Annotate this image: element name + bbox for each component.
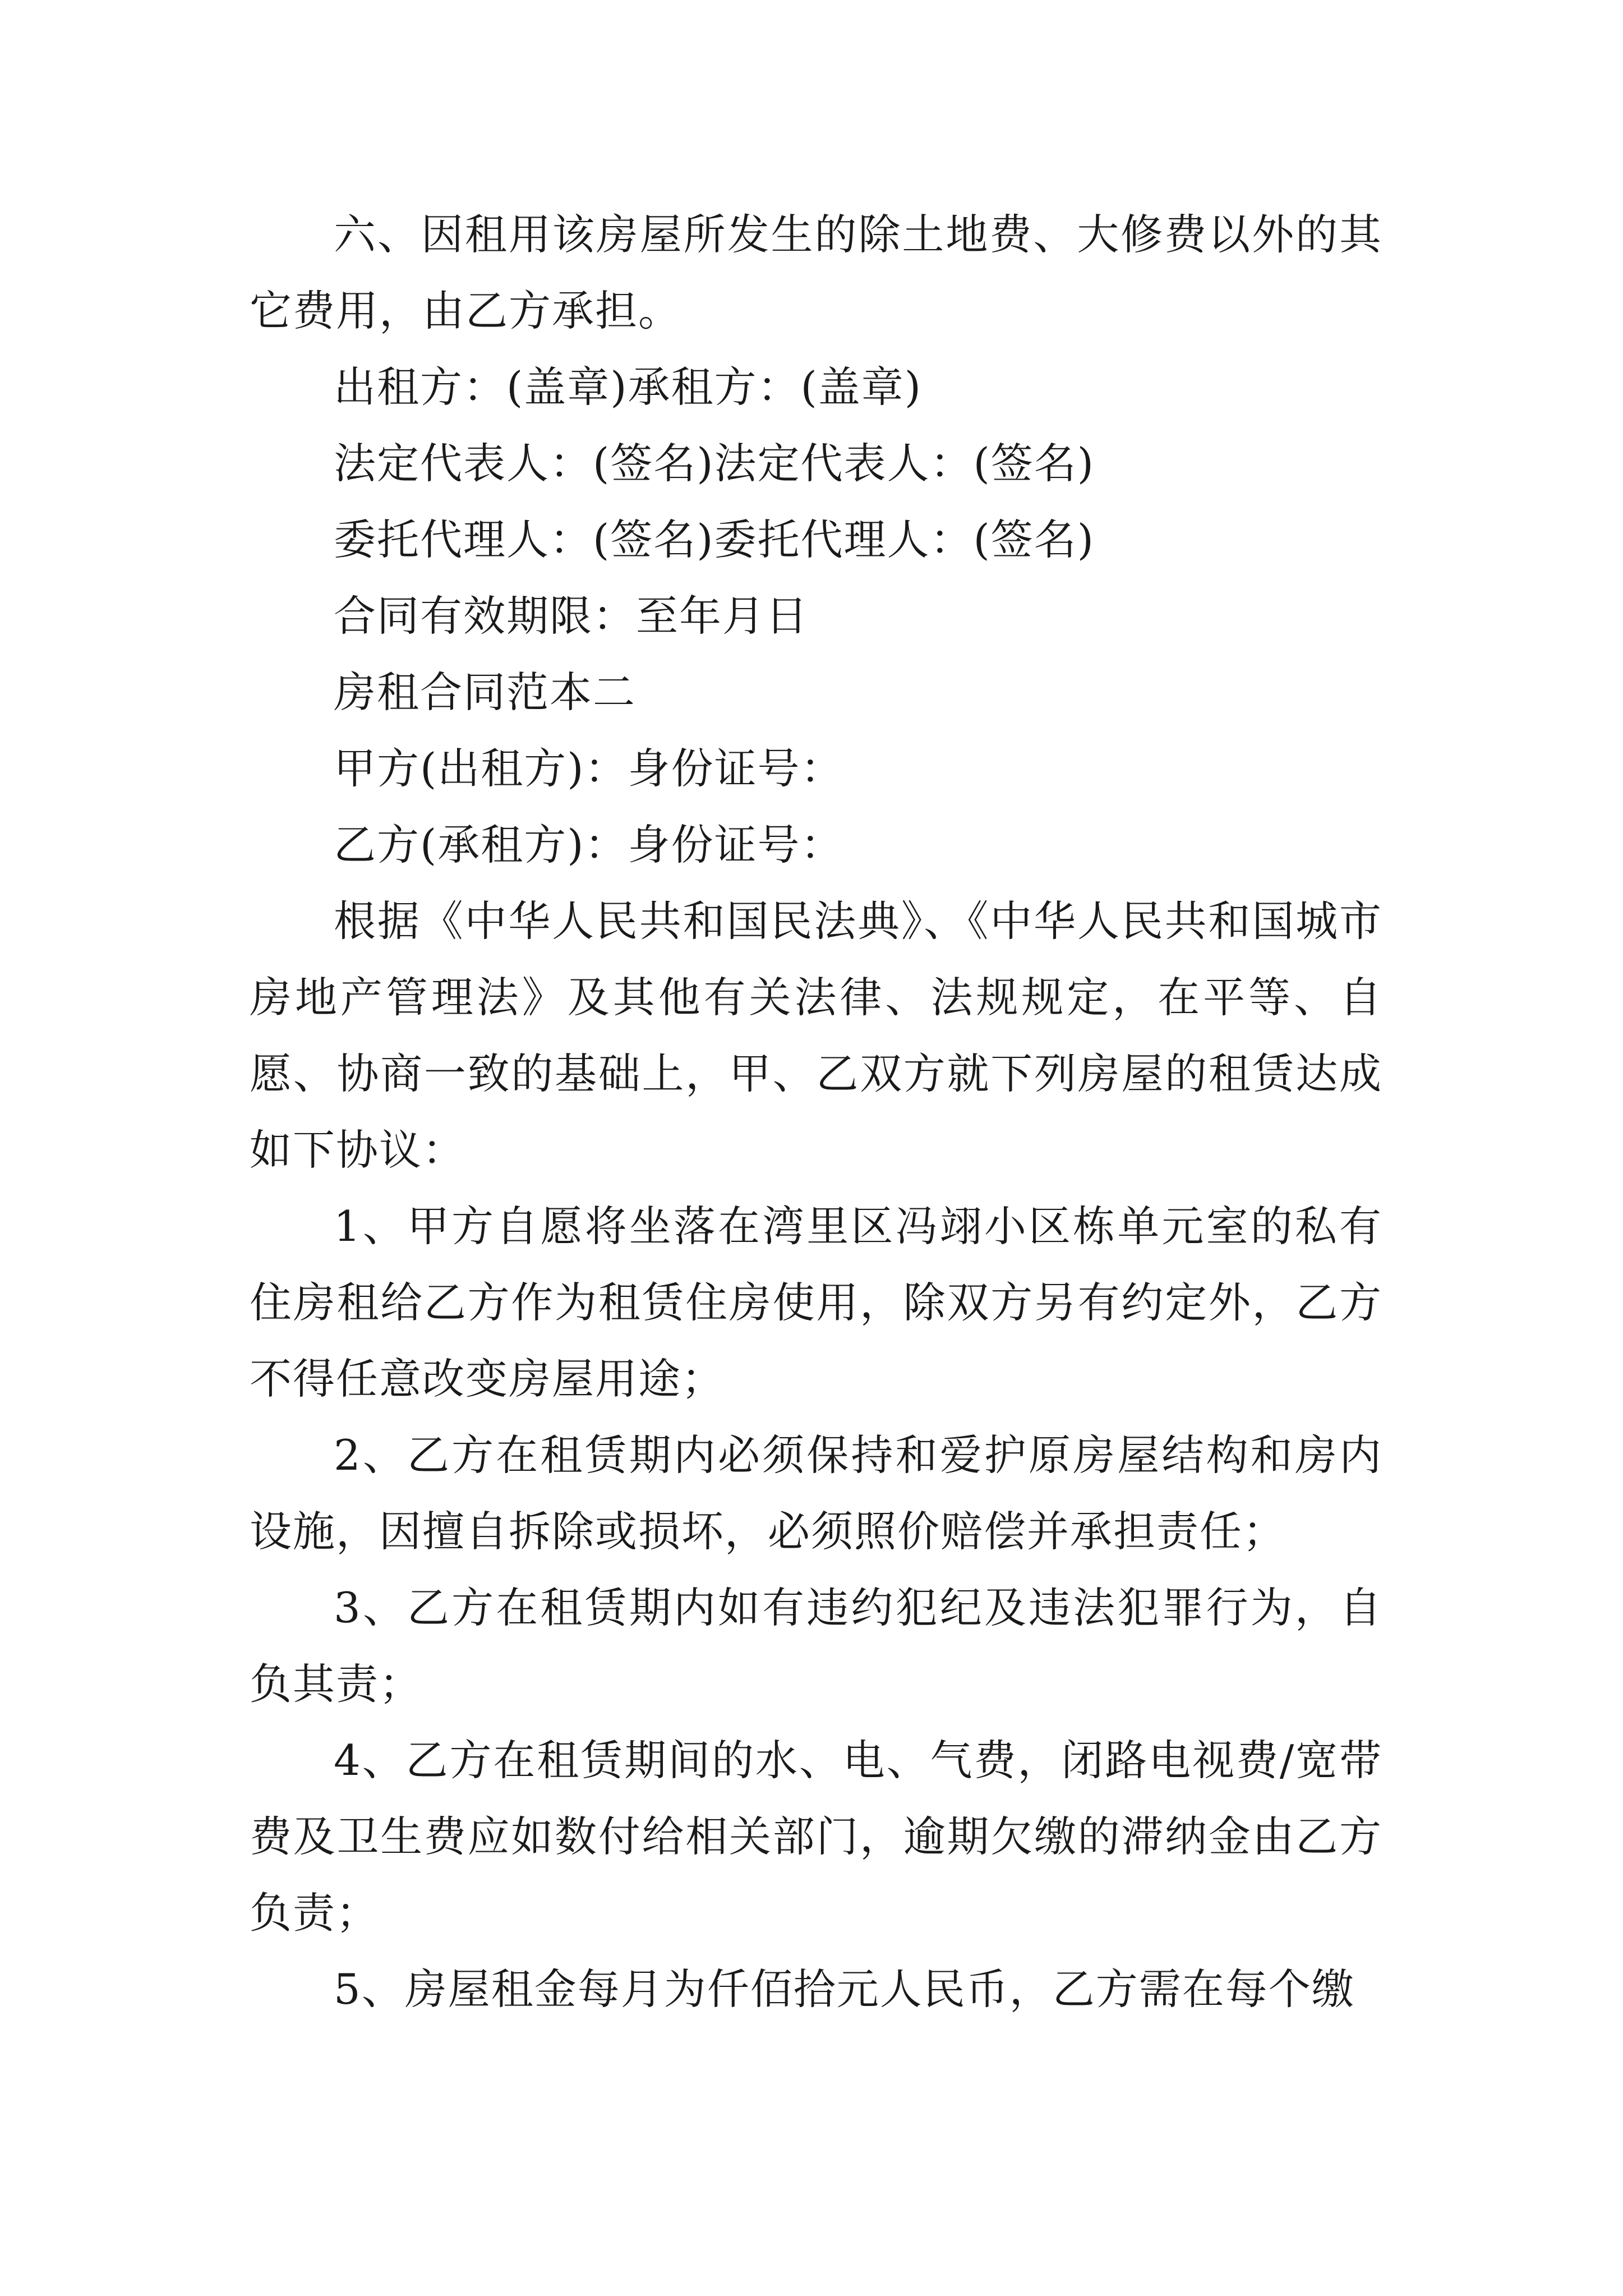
paragraph-legal-representative-signature: 法定代表人：(签名)法定代表人：(签名) [334, 439, 1095, 488]
section-title-template-two: 房租合同范本二 [334, 668, 637, 717]
paragraph-clause-5-rent: 5、房屋租金每月为仟佰拾元人民币，乙方需在每个缴 [334, 1964, 1355, 2014]
paragraph-clause-3-liability: 3、乙方在租赁期内如有违约犯纪及违法犯罪行为，自负其责； [250, 1583, 1382, 1709]
paragraph-authorized-agent-signature: 委托代理人：(签名)委托代理人：(签名) [334, 515, 1095, 564]
paragraph-party-a-id: 甲方(出租方)：身份证号： [334, 744, 844, 793]
paragraph-lessor-lessee-seal: 出租方：(盖章)承租方：(盖章) [334, 362, 923, 412]
paragraph-contract-term: 合同有效期限：至年月日 [334, 591, 809, 641]
paragraph-clause-4-utilities: 4、乙方在租赁期间的水、电、气费，闭路电视费/宽带费及卫生费应如数付给相关部门，逾期欠缴的滞纳金由乙方负责； [250, 1736, 1382, 1938]
paragraph-clause-6-other-fees: 六、因租用该房屋所发生的除土地费、大修费以外的其它费用，由乙方承担。 [250, 210, 1382, 335]
paragraph-legal-basis: 根据《中华人民共和国民法典》、《中华人民共和国城市房地产管理法》及其他有关法律、法规规定，在平等、自愿、协商一致的基础上，甲、乙双方就下列房屋的租赁达成如下协议： [250, 896, 1382, 1175]
document-body [250, 196, 1382, 2027]
paragraph-clause-1-property-use: 1、甲方自愿将坐落在湾里区冯翊小区栋单元室的私有住房租给乙方作为租赁住房使用，除双方另有约定外，乙方不得任意改变房屋用途； [250, 1202, 1382, 1404]
paragraph-party-b-id: 乙方(承租方)：身份证号： [334, 820, 844, 869]
paragraph-clause-2-maintenance: 2、乙方在租赁期内必须保持和爱护原房屋结构和房内设施，因擅自拆除或损坏，必须照价赔偿并承担责任； [250, 1430, 1382, 1556]
